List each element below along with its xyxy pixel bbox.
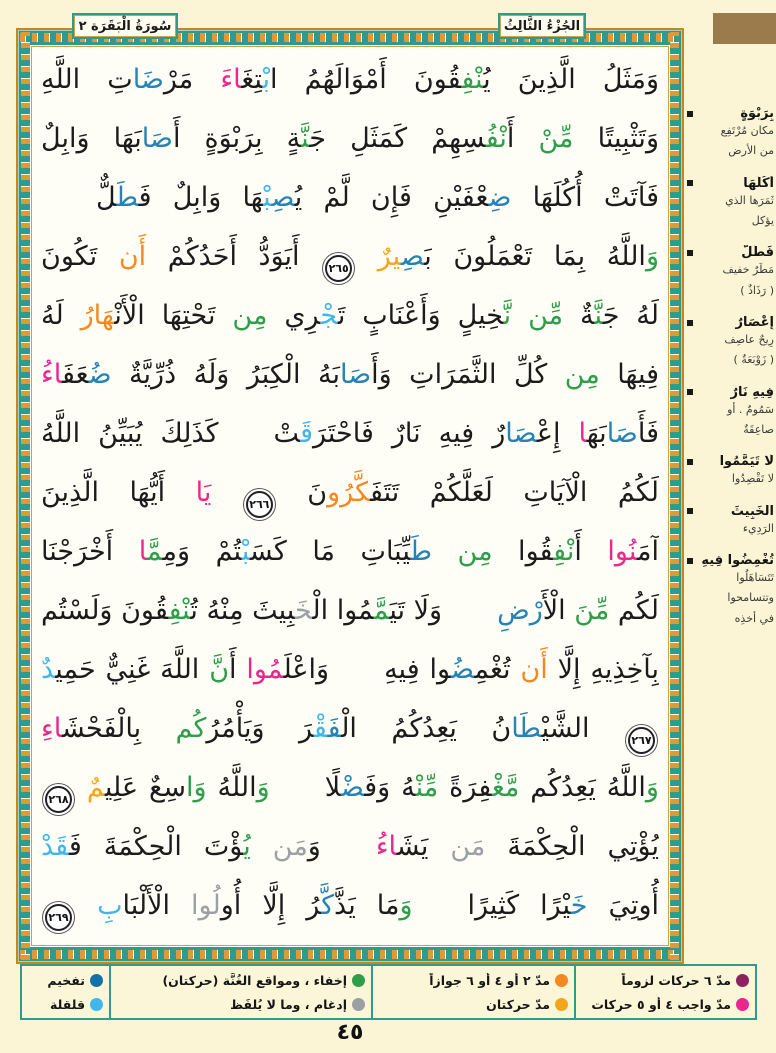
tajweed-text-segment: مَّ [373,595,390,626]
legend-color-dot [736,998,749,1011]
glossary-word: لَا تَيَمَّمُوا [719,454,774,470]
tajweed-text-segment: صَا [606,418,638,449]
tajweed-text-segment: أَن [520,654,548,685]
tajweed-text-segment: نْفِ [168,595,191,626]
legend-color-dot [555,998,568,1011]
tajweed-text-segment: اءُ [375,831,397,862]
tajweed-text-segment: أَخْرَجْنَا [41,536,139,567]
tajweed-text-segment: اللَّهُ [206,772,257,803]
tajweed-text-segment: اللَّهُ بِمَا تَعْمَلُونَ بَ [424,241,646,272]
legend-item [30,997,103,1012]
tajweed-text-segment: مَن [272,831,308,862]
quran-line [41,640,659,699]
tajweed-text-segment: رَ وَيَأْمُرُ [206,713,314,744]
tajweed-text-segment: رِي [267,300,321,331]
tajweed-text-segment: نَّ [594,300,603,331]
tajweed-text-segment: وَا [186,772,207,803]
tajweed-text-segment: مِّنْ [538,123,574,154]
frame-ornament-left [21,32,30,960]
tajweed-text-segment: نْفِ [461,64,484,95]
legend-item [30,973,103,988]
tajweed-text-segment: فِرَةً [438,772,492,803]
tajweed-text-segment: مِن [564,359,600,390]
tajweed-text-segment [548,654,558,685]
margin-note [684,504,774,539]
tajweed-text-segment: نْفِ [553,536,575,567]
tajweed-text-segment: الشَّيْ [541,713,624,744]
tajweed-text-segment: خِيلٍ وَأَعْنَابٍ تَ [337,300,504,331]
tajweed-text-segment: بِ [97,890,123,921]
legend-item [379,973,568,988]
glossary-definition-line: ( زَوْبَعَةٌ ) [733,353,774,367]
tajweed-text-segment: ضُ [450,654,475,685]
quran-line [41,50,659,109]
tajweed-text-segment [251,831,273,862]
tajweed-text-segment: أَ [506,123,539,154]
margin-glossary [684,106,774,774]
tajweed-text-segment: أَيَوَدُّ أَحَدُكُمْ [146,241,322,272]
margin-note-header [684,385,774,400]
tajweed-text-segment: مِن [232,300,268,331]
tajweed-text-segment: صَا [141,123,173,154]
margin-note-header [684,315,774,330]
tajweed-text-segment: وَ [645,772,659,803]
glossary-definition-line: صاعِقَةٌ [743,423,774,437]
juz-title-cartouche [498,13,586,39]
tajweed-text-segment: بْ [263,182,272,213]
tajweed-text-segment: يَشَ [396,831,451,862]
margin-note [684,553,774,629]
glossary-definition-line: ( رَذَاذٌ ) [740,283,774,297]
tajweed-text-segment: بْ [241,536,250,567]
glossary-word: فَطَلٌّ [741,245,774,261]
tajweed-text-segment: رٌ فِيهِ نَارٌ فَاحْتَرَ [312,418,506,449]
tajweed-text-segment: فِيهَا [599,359,659,390]
tajweed-text-segment: لَكُمُ الْآيَاتِ لَعَلَّكُمْ تَتَفَ [370,477,659,508]
glossary-definition-line: ثَمَرَها الذي [725,193,774,207]
tajweed-text-segment: اءِ [41,713,62,744]
margin-note-header [684,454,774,469]
tajweed-text-segment: اءَ [220,64,242,95]
tajweed-text-segment: يرٌ [356,241,401,272]
square-bullet-icon [687,508,693,514]
tajweed-text-segment: كَّرُو [327,477,370,508]
tajweed-text-segment: صِ [400,241,425,272]
square-bullet-icon [687,180,693,186]
glossary-word: فِيهِ نَارٌ [730,384,774,400]
glossary-definition-line: يؤكل [751,214,774,228]
tajweed-text-segment: رُ إِلَّ [262,890,322,921]
tajweed-text-segment: وَلَا تَيَ [389,595,443,626]
legend-color-dot [555,974,568,987]
glossary-word: بِرَبْوَةٍ [740,106,774,121]
glossary-definition-line: تَتَسَاهَلُوا [736,571,774,585]
margin-note-header [684,106,774,121]
tajweed-text-segment: بْ [262,64,271,95]
tajweed-text-segment: طَا [511,713,542,744]
tajweed-text-segment: تِ اللَّهِ [41,64,133,95]
tajweed-text-segment: كَّ [321,890,335,921]
square-bullet-icon [687,320,693,326]
tajweed-text-segment: يُؤْتِي الْحِكْمَةَ [485,831,659,862]
glossary-definition-line: لا تَقْصِدُوا [731,472,774,486]
quran-line [41,817,659,876]
surah-title-cartouche [72,13,178,39]
quran-line [41,227,659,286]
tajweed-text-segment: قَ [300,418,313,449]
legend-color-dot [736,974,749,987]
tajweed-text-segment: صَا [505,418,537,449]
quran-line [41,404,659,463]
glossary-definition-line: مَطَرٌ خفيف [722,263,774,277]
tajweed-text-segment: إِعْ [536,418,579,449]
tajweed-text-segment: أَن [118,241,147,272]
square-bullet-icon [687,389,693,395]
quran-line [41,109,659,168]
legend-color-dot [90,974,103,987]
tajweed-text-segment: ضِ [488,182,512,213]
tajweed-text-segment: فَأَ [637,418,659,449]
tajweed-text-segment: ةٌ [563,300,595,331]
square-bullet-icon [687,111,693,117]
glossary-definition-line: رِيحٌ عاصِف [724,333,774,347]
tajweed-text-segment: تَحْتِهَا الْأَنْ [114,300,233,331]
legend-item [117,973,365,988]
legend-column [24,966,109,1018]
glossary-definition-line: مكان مُرْتَفِع [720,124,774,137]
tajweed-text-segment: مِّنَ [574,595,610,626]
tajweed-text-segment: وَتَثْبِيتًا [573,123,659,154]
tajweed-text-segment: عْفَيْنِ فَإِن لَّمْ يُ [294,182,489,213]
square-bullet-icon [687,250,693,256]
tajweed-text-segment: لًا [324,772,341,803]
tajweed-text-segment: لُوا [191,890,221,921]
legend-label: مدّ واجب ٤ أو ٥ حركات [591,996,731,1012]
tajweed-text-segment: مَّغْ [491,772,520,803]
legend-column [371,966,574,1018]
tajweed-text-segment: ا [578,418,587,449]
tajweed-text-segment: وَاعْلَ [283,654,330,685]
tajweed-text-segment: يِّبَاتِ مَا كَسَ [249,536,411,567]
glossary-word: أُكُلَهَا [743,175,774,191]
quran-line [41,522,659,581]
tajweed-text-segment [432,536,458,567]
tajweed-text-segment: كُم [175,713,207,744]
tajweed-text-segment: كُلِّ الثَّمَرَاتِ وَأَ [371,359,565,390]
tajweed-text-segment: ضْ [340,772,365,803]
page-number: ٤٥ [336,1020,364,1045]
tajweed-text-segment: قَدْ [41,831,69,862]
tajweed-text-segment: طَ [410,536,432,567]
tajweed-text-segment: تْ [273,418,301,449]
tajweed-text-segment: هَارُ [80,300,115,331]
tajweed-text-segment: ا [138,536,147,567]
tajweed-text-segment: مِّنْ [415,772,439,803]
tajweed-text-segment: مِن [457,536,493,567]
tajweed-text-segment: بِيثَ مِنْهُ تُ [190,595,295,626]
margin-note [684,385,774,441]
legend-label: مدّ ٢ أو ٤ أو ٦ جوازاً [429,972,550,988]
square-bullet-icon [687,558,693,564]
tajweed-text-segment: يْرًا كَثِيرًا [467,890,571,921]
tajweed-text-segment: وَ [645,241,659,272]
tajweed-text-segment: لَكُم [609,595,659,626]
quran-line [41,345,659,404]
tajweed-text-segment: هُ وَفَ [364,772,416,803]
legend-color-dot [90,998,103,1011]
tajweed-text-segment: أَ [229,654,247,685]
tajweed-text-segment: قُوا [492,536,554,567]
square-bullet-icon [687,459,693,465]
tajweed-text-segment: طَ [116,182,139,213]
glossary-definition-line: الرَدِيء [742,521,774,535]
glossary-definition-line: من الأرض [728,144,774,158]
tajweed-text-segment: نْفُ [485,123,507,154]
legend-label: مدّ ٦ حركات لزوماً [621,972,731,988]
bookmark-tab [713,13,776,44]
tajweed-text-segment: وَمَثَلُ الَّذِينَ يُ [483,64,659,95]
tajweed-text-segment: أَيُّهَا الَّذِينَ [41,477,196,508]
tajweed-text-segment: اءُ [41,359,62,390]
tajweed-text-segment: الْأَ [542,595,575,626]
tajweed-text-segment: صَا [339,359,372,390]
tajweed-text-segment: أُو [220,890,263,921]
quran-line [41,581,659,640]
tajweed-text-segment: تِغَ [241,64,263,95]
tajweed-text-segment: آمَ [637,536,659,567]
tajweed-text-segment: يُ [243,831,251,862]
tajweed-text-segment: وَ [399,890,413,921]
verse-end-marker: ٢٦٧ [628,727,655,754]
tajweed-text-segment: أَ [574,536,608,567]
tajweed-text-segment: قُونَ أَمْوَالَهُمُ ا [270,64,462,95]
margin-note [684,315,774,371]
margin-note [684,454,774,489]
tajweed-text-segment: لَهُ جَ [602,300,659,331]
tajweed-text-segment: بِآخِذِيهِ إِلَّ [557,654,659,685]
margin-note [684,245,774,301]
legend-column [109,966,371,1018]
tajweed-text-segment: أُوتِيَ [587,890,659,921]
quran-line [41,286,659,345]
verse-end-marker: ٢٦٥ [325,255,352,282]
tajweed-text-segment: وا فِيهِ [384,654,451,685]
tajweed-text-segment: لٌّ [96,182,117,213]
tajweed-text-segment: الْأَلْبَا [122,890,192,921]
tajweed-text-segment: مَن [450,831,486,862]
quran-line [41,699,659,758]
legend-label: مدّ حركتان [486,996,550,1012]
legend-item [379,997,568,1012]
quran-line [41,463,659,522]
tajweed-text-segment: مَرْ [163,64,221,95]
tajweed-text-segment: يَا [195,477,242,508]
tajweed-text-segment: مُوا الْ [312,595,374,626]
margin-note-header [684,176,774,191]
glossary-definition-line: سَمُومٌ . أو [727,402,774,416]
tajweed-text-segment: مَا يَذَّ [334,890,400,921]
legend-label: إخفاء ، ومواقع الغُنَّة (حركتان) [162,972,347,988]
tajweed-text-segment: بِالْفَحْشَ [61,713,176,744]
margin-note [684,106,774,162]
tajweed-text-segment: صِ [271,182,295,213]
tajweed-text-segment: فَآتَتْ أُكُلَهَا [511,182,659,213]
verse-end-marker: ٢٦٨ [45,786,72,813]
tajweed-text-segment: اللَّهُ يَعِدُكُم [519,772,646,803]
tajweed-text-segment: هَا وَابِلٌ فَ [138,182,264,213]
legend-label: قلقلة [50,996,85,1012]
tajweed-text-segment: ضَا [132,64,164,95]
tajweed-text-segment: جْ [320,300,338,331]
ornate-page-frame [18,30,682,962]
quran-text-area [31,46,669,946]
tajweed-text-segment: تُمْ وَمِ [162,536,242,567]
tajweed-text-segment: فَ [327,713,342,744]
margin-note [684,176,774,232]
verse-end-marker: ٢٦٩ [45,904,72,931]
legend-column [574,966,755,1018]
tajweed-text-segment: بَهَا وَابِلٌ [41,123,142,154]
tajweed-text-segment: مٌ [76,772,105,803]
tajweed-text-segment: رْضِ [497,595,543,626]
margin-note-header [684,245,774,260]
frame-ornament-right [670,32,679,960]
margin-note-header [684,553,774,568]
tajweed-text-segment: نَّ [209,654,230,685]
glossary-word: إِعْصَارٌ [735,315,774,331]
legend-item [117,997,365,1012]
tajweed-text-segment: تَكُونَ [41,241,119,272]
quran-line [41,168,659,227]
glossary-word: الْخَبِيثَ [730,503,774,519]
tajweed-text-segment: خَ [294,595,313,626]
tajweed-text-segment: مَّ [146,536,163,567]
tajweed-text-segment: نُوا [607,536,638,567]
quran-line [41,758,659,817]
tajweed-text-segment: تُغْمِ [474,654,521,685]
tajweed-text-segment: خَ [570,890,588,921]
tajweed-text-segment: كَذَلِكَ يُبَيِّنُ اللَّهُ [41,418,219,449]
tajweed-text-segment: لَهُ [41,300,81,331]
tajweed-text-segment: عَفَ [61,359,89,390]
tajweed-text-segment: وَ [256,772,270,803]
tajweed-text-segment: بَهَ [586,418,607,449]
surah-title: سُورَةُ الْبَقَرَة ٢ [78,18,172,34]
glossary-definition-line: وتتسامحوا [727,591,774,605]
tajweed-text-segment: نُ يَعِدُكُمُ الْ [341,713,512,744]
legend-item [582,973,749,988]
glossary-word: تُغْمِضُوا فِيهِ [701,553,774,569]
frame-ornament-bottom [20,950,680,959]
tajweed-legend [20,964,757,1020]
tajweed-text-segment: سِعٌ عَلِي [104,772,187,803]
tajweed-text-segment: قُونَ وَلَسْتُم [41,595,169,626]
legend-color-dot [352,974,365,987]
tajweed-text-segment: اللَّهَ غَنِيٌّ حَمِي [55,654,210,685]
verse-end-marker: ٢٦٦ [246,491,273,518]
tajweed-text-segment [76,890,97,921]
tajweed-text-segment: مُوا [246,654,284,685]
tajweed-text-segment: سِهِمْ كَمَثَلِ جَ [309,123,486,154]
tajweed-text-segment: نَ [276,477,328,508]
juz-title: الجُزْءُ الثَّالِثُ [503,18,581,34]
tajweed-text-segment: دٌ [41,654,56,685]
glossary-definition-line: في أخذِه [734,611,774,625]
tajweed-text-segment: ؤْتَ الْحِكْمَةَ فَ [68,831,244,862]
quran-line [41,876,659,935]
margin-note-header [684,504,774,519]
tajweed-text-segment: نَّ [301,123,310,154]
tajweed-text-segment: وَ [307,831,321,862]
legend-label: إدغام ، وما لا يُلفَظ [230,996,347,1012]
tajweed-text-segment: ةٍ بِرَبْوَةٍ أَ [172,123,302,154]
tajweed-text-segment: قْ [313,713,328,744]
tajweed-text-segment: بَهُ الْكِبَرُ وَلَهُ ذُرِّيَّةٌ [111,359,340,390]
legend-color-dot [352,998,365,1011]
legend-label: تفخيم [47,972,85,988]
tajweed-text-segment: مِّن نَّ [503,300,564,331]
legend-item [582,997,749,1012]
tajweed-text-segment: ضُ [88,359,112,390]
